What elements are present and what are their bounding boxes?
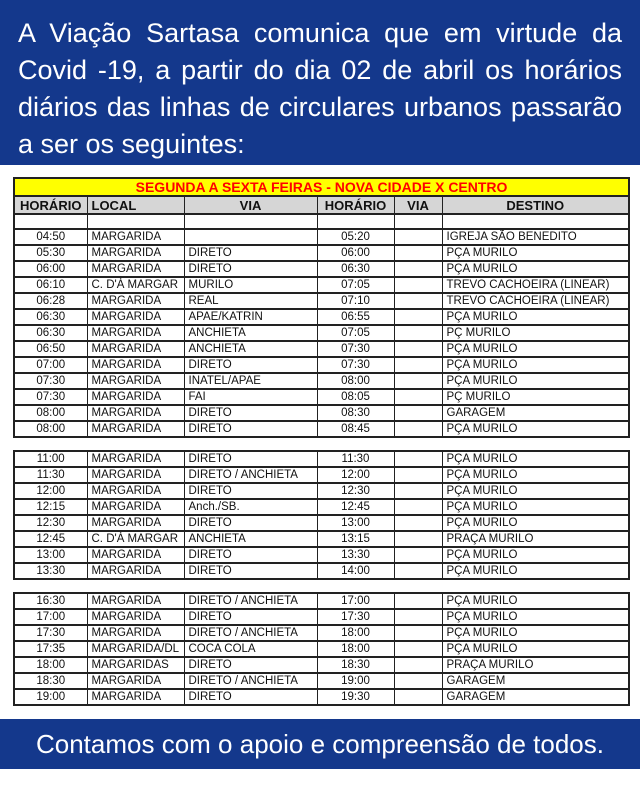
cell: DIRETO — [184, 405, 317, 421]
cell: 04:50 — [14, 229, 87, 245]
cell: PÇ MURILO — [442, 325, 629, 341]
cell: 06:30 — [317, 261, 394, 277]
table-row — [14, 673, 629, 689]
cell: 13:00 — [317, 515, 394, 531]
cell: GARAGEM — [442, 689, 629, 705]
cell: 12:00 — [317, 467, 394, 483]
cell: MARGARIDA — [87, 261, 184, 277]
cell: MARGARIDA — [87, 405, 184, 421]
cell: DIRETO / ANCHIETA — [184, 673, 317, 689]
cell: 13:30 — [14, 563, 87, 579]
cell — [394, 325, 442, 341]
cell: DIRETO — [184, 357, 317, 373]
cell: DIRETO — [184, 657, 317, 673]
cell: 18:00 — [14, 657, 87, 673]
table-title-row — [14, 178, 629, 196]
cell: PÇA MURILO — [442, 515, 629, 531]
cell: MARGARIDAS — [87, 657, 184, 673]
cell: 08:00 — [14, 421, 87, 437]
cell: TREVO CACHOEIRA (LINEAR) — [442, 293, 629, 309]
cell: MARGARIDA — [87, 593, 184, 609]
table-row — [14, 515, 629, 531]
cell: PÇA MURILO — [442, 641, 629, 657]
cell: 17:00 — [14, 609, 87, 625]
cell: 14:00 — [317, 563, 394, 579]
cell: MARGARIDA — [87, 609, 184, 625]
cell: 12:30 — [317, 483, 394, 499]
cell: 06:30 — [14, 309, 87, 325]
cell: 12:15 — [14, 499, 87, 515]
cell: 06:55 — [317, 309, 394, 325]
cell: DIRETO — [184, 245, 317, 261]
cell — [394, 563, 442, 579]
cell: MARGARIDA — [87, 309, 184, 325]
column-header-row — [14, 196, 629, 214]
cell: 06:28 — [14, 293, 87, 309]
cell: MARGARIDA — [87, 373, 184, 389]
cell: ANCHIETA — [184, 531, 317, 547]
schedule-tables — [0, 177, 640, 706]
announcement-line: A Viação Sartasa comunica que em virtude da — [18, 18, 622, 48]
cell: 18:30 — [317, 657, 394, 673]
cell: PÇA MURILO — [442, 483, 629, 499]
table-row — [14, 277, 629, 293]
cell: PÇA MURILO — [442, 309, 629, 325]
cell: MARGARIDA — [87, 515, 184, 531]
cell — [394, 293, 442, 309]
cell: MARGARIDA — [87, 229, 184, 245]
cell: DIRETO — [184, 421, 317, 437]
cell: DIRETO / ANCHIETA — [184, 467, 317, 483]
cell: 19:00 — [14, 689, 87, 705]
cell: PÇA MURILO — [442, 593, 629, 609]
cell: PÇA MURILO — [442, 245, 629, 261]
table-row — [14, 689, 629, 705]
cell: PÇA MURILO — [442, 373, 629, 389]
cell: 05:20 — [317, 229, 394, 245]
cell: 07:30 — [317, 341, 394, 357]
cell: DIRETO / ANCHIETA — [184, 593, 317, 609]
column-header-local: LOCAL — [87, 196, 184, 214]
cell: 07:30 — [14, 389, 87, 405]
cell: DIRETO — [184, 483, 317, 499]
cell: MARGARIDA — [87, 245, 184, 261]
cell: 08:05 — [317, 389, 394, 405]
cell — [394, 277, 442, 293]
cell — [394, 483, 442, 499]
cell: MARGARIDA — [87, 293, 184, 309]
cell: 17:30 — [317, 609, 394, 625]
cell: Anch./SB. — [184, 499, 317, 515]
cell: 07:05 — [317, 325, 394, 341]
table-row — [14, 293, 629, 309]
table-row — [14, 593, 629, 609]
cell — [394, 641, 442, 657]
empty-cell — [87, 214, 184, 229]
cell — [394, 531, 442, 547]
cell: 12:30 — [14, 515, 87, 531]
cell: PÇA MURILO — [442, 563, 629, 579]
cell: PÇA MURILO — [442, 547, 629, 563]
cell: 08:45 — [317, 421, 394, 437]
cell: PÇA MURILO — [442, 421, 629, 437]
cell — [394, 673, 442, 689]
cell: 13:30 — [317, 547, 394, 563]
empty-cell — [442, 214, 629, 229]
cell: DIRETO — [184, 689, 317, 705]
footer-banner — [0, 719, 640, 769]
cell: MARGARIDA — [87, 467, 184, 483]
cell: DIRETO — [184, 547, 317, 563]
cell: 18:00 — [317, 625, 394, 641]
cell: PÇA MURILO — [442, 451, 629, 467]
cell: 12:45 — [317, 499, 394, 515]
table-title: SEGUNDA A SEXTA FEIRAS - NOVA CIDADE X CENTRO — [14, 178, 629, 196]
column-header-horario-2: HORÁRIO — [317, 196, 394, 214]
cell: MARGARIDA — [87, 625, 184, 641]
cell: 07:30 — [317, 357, 394, 373]
cell — [394, 547, 442, 563]
cell: 19:00 — [317, 673, 394, 689]
cell — [394, 309, 442, 325]
column-header-horario-1: HORÁRIO — [14, 196, 87, 214]
cell — [394, 421, 442, 437]
cell: 13:15 — [317, 531, 394, 547]
cell: MARGARIDA — [87, 547, 184, 563]
table-row — [14, 531, 629, 547]
footer-text: Contamos com o apoio e compreensão de todos. — [35, 729, 604, 759]
cell — [394, 625, 442, 641]
cell: PRAÇA MURILO — [442, 657, 629, 673]
cell: 06:00 — [14, 261, 87, 277]
cell — [394, 657, 442, 673]
cell: 07:30 — [14, 373, 87, 389]
cell: 06:00 — [317, 245, 394, 261]
cell: 19:30 — [317, 689, 394, 705]
cell — [394, 467, 442, 483]
cell: MARGARIDA/DL — [87, 641, 184, 657]
table-row — [14, 451, 629, 467]
table-row — [14, 641, 629, 657]
cell: 18:30 — [14, 673, 87, 689]
cell: DIRETO — [184, 451, 317, 467]
cell: 07:05 — [317, 277, 394, 293]
cell: 08:00 — [14, 405, 87, 421]
cell: PRAÇA MURILO — [442, 531, 629, 547]
table-row — [14, 309, 629, 325]
cell: 16:30 — [14, 593, 87, 609]
empty-cell — [317, 214, 394, 229]
announcement-line: Covid -19, a partir do dia 02 de abril os horários — [18, 55, 622, 85]
cell: 06:30 — [14, 325, 87, 341]
column-header-via-1: VIA — [184, 196, 317, 214]
cell: MARGARIDA — [87, 499, 184, 515]
cell — [394, 609, 442, 625]
cell: FAI — [184, 389, 317, 405]
cell: 11:30 — [14, 467, 87, 483]
table-row — [14, 325, 629, 341]
cell: DIRETO — [184, 515, 317, 531]
announcement-line: a ser os seguintes: — [18, 129, 245, 159]
schedule-table-midday — [13, 450, 630, 580]
cell: C. D'Á MARGAR — [87, 277, 184, 293]
cell: GARAGEM — [442, 405, 629, 421]
cell: ANCHIETA — [184, 325, 317, 341]
cell: MARGARIDA — [87, 451, 184, 467]
cell: MARGARIDA — [87, 563, 184, 579]
cell: 12:45 — [14, 531, 87, 547]
schedule-table-evening — [13, 592, 630, 706]
cell: PÇA MURILO — [442, 357, 629, 373]
cell: 18:00 — [317, 641, 394, 657]
table-row — [14, 389, 629, 405]
cell: TREVO CACHOEIRA (LINEAR) — [442, 277, 629, 293]
cell: COCA COLA — [184, 641, 317, 657]
cell: DIRETO / ANCHIETA — [184, 625, 317, 641]
cell: PÇ MURILO — [442, 389, 629, 405]
table-row — [14, 547, 629, 563]
cell: APAE/KATRIN — [184, 309, 317, 325]
table-row — [14, 261, 629, 277]
table-row — [14, 483, 629, 499]
cell: 07:00 — [14, 357, 87, 373]
cell: 08:30 — [317, 405, 394, 421]
cell — [394, 373, 442, 389]
cell: C. D'Á MARGAR — [87, 531, 184, 547]
empty-cell — [394, 214, 442, 229]
table-row — [14, 405, 629, 421]
table-row — [14, 357, 629, 373]
cell: ANCHIETA — [184, 341, 317, 357]
cell: 17:35 — [14, 641, 87, 657]
cell: MARGARIDA — [87, 689, 184, 705]
empty-cell — [184, 214, 317, 229]
table-row — [14, 421, 629, 437]
cell: MARGARIDA — [87, 483, 184, 499]
cell: IGREJA SÃO BENEDITO — [442, 229, 629, 245]
cell — [394, 341, 442, 357]
column-header-destino: DESTINO — [442, 196, 629, 214]
announcement-banner — [0, 0, 640, 165]
cell: MARGARIDA — [87, 341, 184, 357]
cell: PÇA MURILO — [442, 499, 629, 515]
table-row — [14, 229, 629, 245]
cell: MARGARIDA — [87, 357, 184, 373]
cell: MARGARIDA — [87, 421, 184, 437]
cell — [394, 357, 442, 373]
empty-cell — [14, 214, 87, 229]
cell — [394, 689, 442, 705]
cell — [394, 229, 442, 245]
cell: INATEL/APAE — [184, 373, 317, 389]
cell: 06:10 — [14, 277, 87, 293]
cell: 11:00 — [14, 451, 87, 467]
cell: PÇA MURILO — [442, 467, 629, 483]
cell: 08:00 — [317, 373, 394, 389]
table-row — [14, 341, 629, 357]
table-row — [14, 467, 629, 483]
cell — [394, 245, 442, 261]
table-row — [14, 657, 629, 673]
cell — [394, 389, 442, 405]
table-row — [14, 373, 629, 389]
table-row — [14, 499, 629, 515]
cell — [394, 499, 442, 515]
cell — [394, 405, 442, 421]
cell: MURILO — [184, 277, 317, 293]
cell: REAL — [184, 293, 317, 309]
cell: 13:00 — [14, 547, 87, 563]
cell — [184, 229, 317, 245]
cell: 06:50 — [14, 341, 87, 357]
cell: PÇA MURILO — [442, 261, 629, 277]
cell: DIRETO — [184, 563, 317, 579]
cell — [394, 261, 442, 277]
cell: MARGARIDA — [87, 325, 184, 341]
cell — [394, 451, 442, 467]
cell: PÇA MURILO — [442, 341, 629, 357]
cell: 17:00 — [317, 593, 394, 609]
cell: PÇA MURILO — [442, 625, 629, 641]
cell: 11:30 — [317, 451, 394, 467]
cell: PÇA MURILO — [442, 609, 629, 625]
cell: 07:10 — [317, 293, 394, 309]
table-row — [14, 245, 629, 261]
cell: DIRETO — [184, 609, 317, 625]
spacer-row — [14, 214, 629, 229]
cell: GARAGEM — [442, 673, 629, 689]
cell: DIRETO — [184, 261, 317, 277]
cell: MARGARIDA — [87, 389, 184, 405]
column-header-via-2: VIA — [394, 196, 442, 214]
table-row — [14, 609, 629, 625]
announcement-line: diários das linhas de circulares urbanos passarão — [18, 92, 622, 122]
cell: 12:00 — [14, 483, 87, 499]
cell — [394, 515, 442, 531]
cell: 05:30 — [14, 245, 87, 261]
cell — [394, 593, 442, 609]
cell: 17:30 — [14, 625, 87, 641]
cell: MARGARIDA — [87, 673, 184, 689]
table-row — [14, 563, 629, 579]
schedule-table-morning — [13, 177, 630, 438]
table-row — [14, 625, 629, 641]
